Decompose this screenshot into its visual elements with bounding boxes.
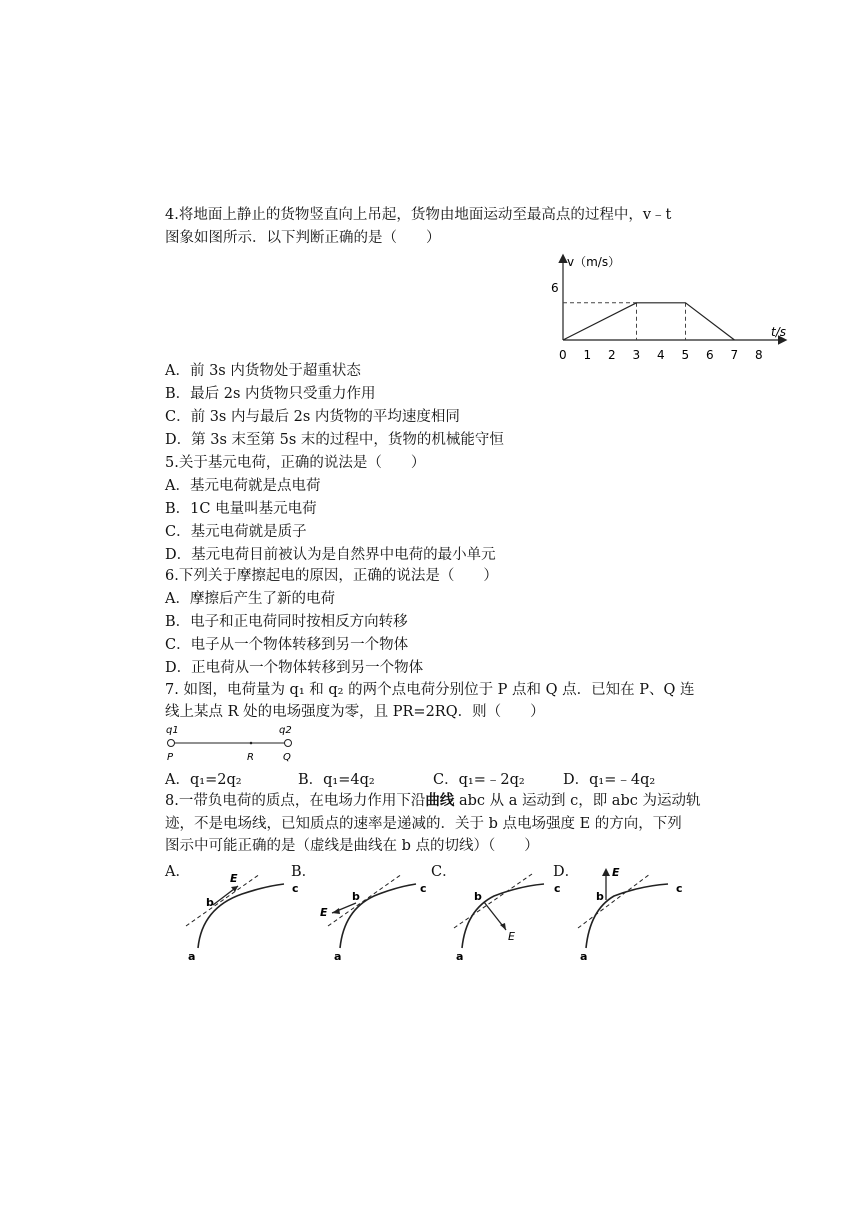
svg-text:b: b xyxy=(352,890,360,903)
svg-text:c: c xyxy=(292,882,299,895)
pq-charge-figure xyxy=(162,722,302,764)
q1-label: q1 xyxy=(166,725,179,736)
q7-stem-line1: 7. 如图，电荷量为 q₁ 和 q₂ 的两个点电荷分别位于 P 点和 Q 点．已知在 P、Q 连 xyxy=(165,682,695,698)
q8-figure-a xyxy=(180,868,310,963)
q7-option-a[interactable]: A．q₁=2q₂ xyxy=(165,772,242,788)
q7-option-d[interactable]: D．q₁=﹣4q₂ xyxy=(563,772,656,788)
q-point xyxy=(285,740,292,747)
q7-option-b[interactable]: B．q₁=4q₂ xyxy=(298,772,375,788)
q6-option-d[interactable]: D．正电荷从一个物体转移到另一个物体 xyxy=(165,660,424,676)
q5-option-d[interactable]: D．基元电荷目前被认为是自然界中电荷的最小单元 xyxy=(165,547,496,563)
svg-text:a: a xyxy=(580,950,588,962)
x-tick-4: 4 xyxy=(657,348,665,362)
q8-stem-line1: 8.一带负电荷的质点，在电场力作用下沿曲线 abc 从 a 运动到 c，即 abc 为运动轨 xyxy=(165,792,701,809)
q5-option-c[interactable]: C．基元电荷就是质子 xyxy=(165,524,307,540)
q8-label-d[interactable]: D． xyxy=(553,864,580,880)
q8-stem-line2: 迹，不是电场线，已知质点的速率是递减的．关于 b 点电场强度 E 的方向，下列 xyxy=(165,816,682,832)
q5-option-b[interactable]: B．1C 电量叫基元电荷 xyxy=(165,501,317,517)
q8-stem-line3: 图示中可能正确的是（虚线是曲线在 b 点的切线）（ ） xyxy=(165,838,539,854)
svg-text:E: E xyxy=(320,906,328,919)
svg-text:c: c xyxy=(554,882,561,895)
svg-text:c: c xyxy=(676,882,683,895)
q6-option-a[interactable]: A．摩擦后产生了新的电荷 xyxy=(165,591,335,607)
q8-label-a[interactable]: A． xyxy=(165,864,190,880)
x-tick-7: 7 xyxy=(730,348,739,362)
svg-text:c: c xyxy=(420,882,427,895)
q8-figure-c xyxy=(448,868,568,963)
r-label: R xyxy=(247,752,254,763)
p-label: P xyxy=(167,752,174,763)
p-point xyxy=(168,740,175,747)
x-tick-8: 8 xyxy=(755,348,763,362)
q4-option-c[interactable]: C．前 3s 内与最后 2s 内货物的平均速度相同 xyxy=(165,409,460,425)
svg-text:a: a xyxy=(456,950,464,963)
svg-text:a: a xyxy=(188,950,196,963)
q-label: Q xyxy=(283,752,291,763)
q4-option-b[interactable]: B．最后 2s 内货物只受重力作用 xyxy=(165,386,376,402)
q4-option-a[interactable]: A．前 3s 内货物处于超重状态 xyxy=(165,363,361,379)
q6-option-c[interactable]: C．电子从一个物体转移到另一个物体 xyxy=(165,637,409,653)
svg-text:E: E xyxy=(508,930,515,943)
q7-option-c[interactable]: C．q₁=﹣2q₂ xyxy=(433,772,525,788)
q2-label: q2 xyxy=(279,725,292,736)
q5-stem: 5.关于基元电荷，正确的说法是（ ） xyxy=(165,455,426,471)
x-tick-0: 0 xyxy=(559,348,567,362)
vt-chart xyxy=(545,250,795,365)
y-axis-label: v（m/s） xyxy=(567,255,621,269)
q8-figure-d xyxy=(572,862,692,962)
svg-text:E: E xyxy=(612,866,620,879)
r-point xyxy=(250,742,253,745)
q7-stem-line2: 线上某点 R 处的电场强度为零，且 PR=2RQ．则（ ） xyxy=(165,704,545,720)
svg-text:E: E xyxy=(230,872,238,885)
q4-stem-line1: 4.将地面上静止的货物竖直向上吊起，货物由地面运动至最高点的过程中，v﹣t xyxy=(165,207,672,223)
svg-text:b: b xyxy=(596,890,604,903)
x-axis-label: t/s xyxy=(771,325,786,339)
x-tick-5: 5 xyxy=(681,348,690,362)
q6-option-b[interactable]: B．电子和正电荷同时按相反方向转移 xyxy=(165,614,408,630)
q8-figure-b xyxy=(312,868,432,963)
q5-option-a[interactable]: A．基元电荷就是点电荷 xyxy=(165,478,321,494)
x-tick-2: 2 xyxy=(608,348,616,362)
svg-text:b: b xyxy=(206,896,214,909)
x-tick-6: 6 xyxy=(706,348,714,362)
q6-stem: 6.下列关于摩擦起电的原因，正确的说法是（ ） xyxy=(165,568,498,584)
svg-text:b: b xyxy=(474,890,482,903)
velocity-line xyxy=(563,303,735,340)
q8-label-b[interactable]: B． xyxy=(291,864,317,880)
y-tick-6: 6 xyxy=(551,281,559,295)
q8-label-c[interactable]: C． xyxy=(431,864,457,880)
q4-stem-line2: 图象如图所示．以下判断正确的是（ ） xyxy=(165,230,441,246)
svg-text:a: a xyxy=(334,950,342,963)
x-tick-1: 1 xyxy=(583,348,592,362)
q4-option-d[interactable]: D．第 3s 末至第 5s 末的过程中，货物的机械能守恒 xyxy=(165,432,504,448)
x-tick-3: 3 xyxy=(632,348,641,362)
